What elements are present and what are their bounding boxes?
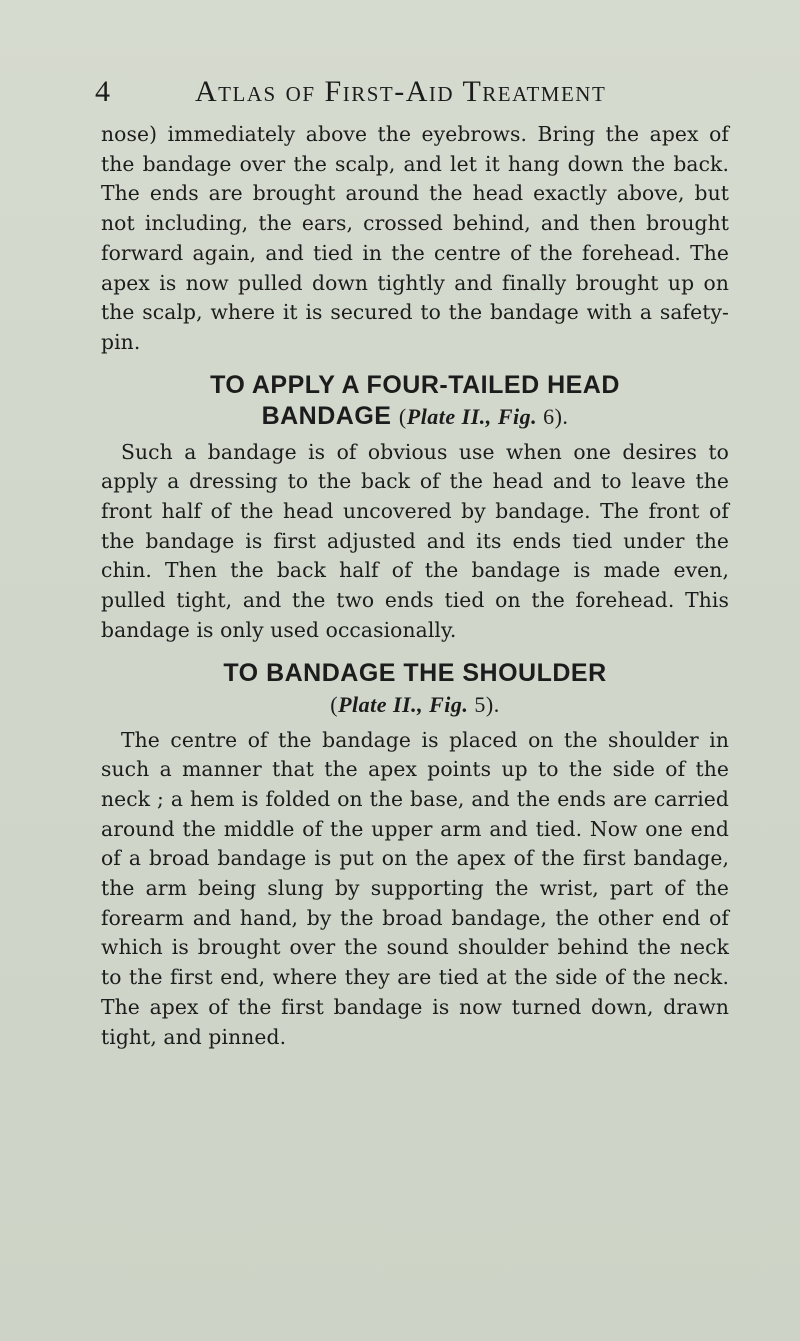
heading-line: TO APPLY A FOUR-TAILED HEAD xyxy=(210,370,620,399)
paragraph-shoulder: The centre of the bandage is placed on the shoulder in such a manner that the apex points up to the side of the neck ; a hem is folded on the base, and the ends are carried around the middle of the upper arm and tied. Now one end of a broad bandage is put on the apex of the first bandage, the arm being slung by supporting the wrist, part of the forearm and hand, by the broad bandage, the other end of which is brought over the sound shoulder behind the neck to the first end, where they are tied at the side of the neck. The apex of the first bandage is now turned down, drawn tight, and pinned. xyxy=(101,727,729,1049)
paragraph-continuation: nose) immediately above the eyebrows. Bring the apex of the bandage over the scalp, and let it hang down the back. The ends are brought around the head exactly above, but not including, the ears, crossed behind, and then brought forward again, and tied in the centre of the forehead. The apex is now pulled down tightly and finally brought up on the scalp, where it is secured to the bandage with a safety-pin. xyxy=(101,122,729,354)
paragraph-four-tailed: Such a bandage is of obvious use when one desires to apply a dressing to the back of the head and to leave the front half of the head uncovered by bandage. The front of the bandage is first adjusted and its ends tied under the chin. Then the back half of the bandage is made even, pulled tight, and the two ends tied on the forehead. This bandage is only used occasionally. xyxy=(101,439,729,642)
page-number: 4 xyxy=(95,75,110,108)
plate-reference: (Plate II., Fig. 6). xyxy=(398,403,569,429)
heading-line: BANDAGE xyxy=(261,401,392,430)
heading-line: TO BANDAGE THE SHOULDER xyxy=(223,658,607,687)
running-title: Atlas of First-Aid Treatment xyxy=(195,75,607,108)
section-heading-shoulder xyxy=(101,658,729,720)
section-heading-four-tailed xyxy=(101,370,729,432)
body-text xyxy=(101,120,729,1052)
running-head xyxy=(95,72,715,112)
plate-reference: (Plate II., Fig. 5). xyxy=(330,691,500,717)
